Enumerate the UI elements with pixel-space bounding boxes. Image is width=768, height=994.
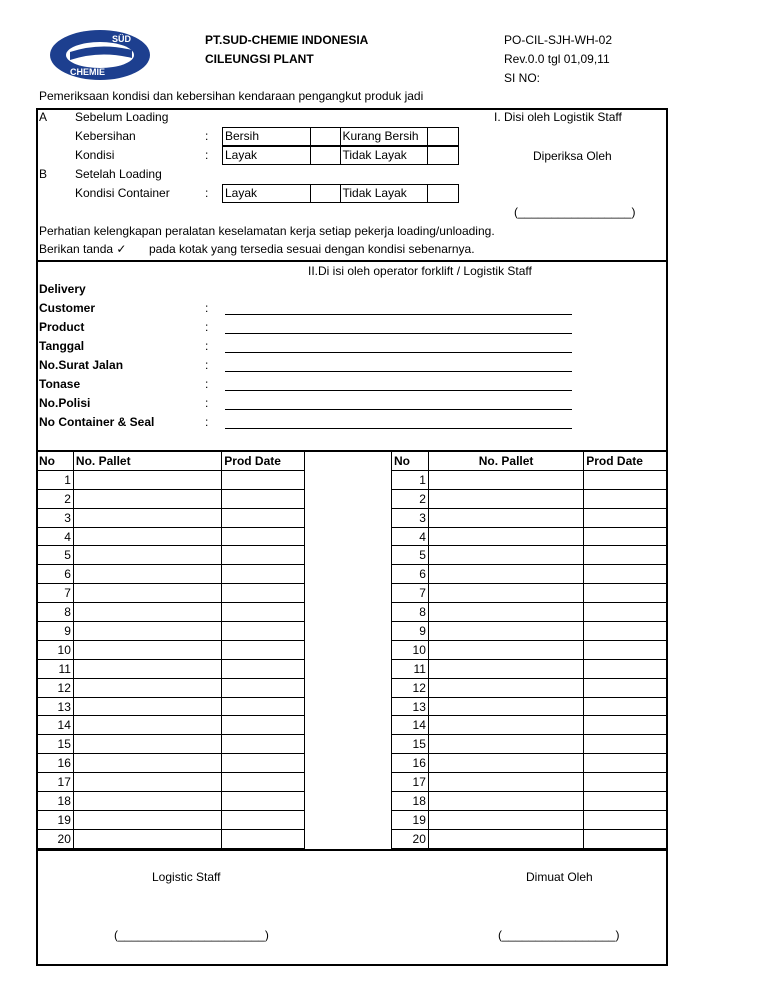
sud-chemie-logo — [48, 28, 152, 82]
row-number: 14 — [37, 716, 74, 735]
row-number: 17 — [37, 773, 74, 792]
table-row — [37, 546, 305, 565]
section1-right-title: I. Disi oleh Logistik Staff — [494, 110, 622, 124]
pallet-cell[interactable] — [428, 754, 583, 773]
row-number: 4 — [37, 527, 74, 546]
pallet-header-pallet: No. Pallet — [428, 452, 583, 471]
pallet-table-left — [36, 451, 305, 849]
prod-date-cell[interactable] — [222, 678, 305, 697]
row-number: 18 — [392, 792, 429, 811]
row-number: 9 — [392, 622, 429, 641]
table-row — [37, 754, 305, 773]
delivery-field-label: Tanggal — [39, 339, 85, 353]
colon: : — [205, 415, 209, 429]
pallet-cell[interactable] — [428, 470, 583, 489]
note-check-b: pada kotak yang tersedia sesuai dengan kondisi sebenarnya. — [149, 242, 475, 256]
row-number: 16 — [37, 754, 74, 773]
doc-code: PO-CIL-SJH-WH-02 — [504, 33, 613, 47]
pallet-cell[interactable] — [428, 678, 583, 697]
table-row — [37, 697, 305, 716]
colon: : — [205, 358, 209, 372]
pallet-cell[interactable] — [73, 829, 221, 848]
option-bersih: Bersih — [223, 128, 311, 145]
table-row — [37, 508, 305, 527]
note-check-a: Berikan tanda ✓ — [39, 242, 127, 256]
row-number: 15 — [392, 735, 429, 754]
prod-date-cell[interactable] — [584, 697, 667, 716]
table-row — [392, 678, 667, 697]
table-row — [392, 697, 667, 716]
company-name: PT.SUD-CHEMIE INDONESIA — [205, 33, 369, 47]
table-row — [37, 584, 305, 603]
row-number: 7 — [37, 584, 74, 603]
pallet-cell[interactable] — [428, 659, 583, 678]
pallet-cell[interactable] — [428, 508, 583, 527]
option-container-tidak-layak: Tidak Layak — [341, 185, 429, 202]
note-safety: Perhatian kelengkapan peralatan keselamatan kerja setiap pekerja loading/unloading. — [39, 224, 495, 238]
table-row — [37, 792, 305, 811]
diperiksa-signature[interactable]: (_________________) — [514, 205, 636, 219]
pallet-cell[interactable] — [428, 565, 583, 584]
prod-date-cell[interactable] — [222, 527, 305, 546]
prod-date-cell[interactable] — [222, 716, 305, 735]
row-number: 3 — [37, 508, 74, 527]
prod-date-cell[interactable] — [584, 754, 667, 773]
checkbox-layak[interactable] — [311, 147, 341, 164]
prod-date-cell[interactable] — [584, 489, 667, 508]
row-number: 4 — [392, 527, 429, 546]
row-number: 20 — [37, 829, 74, 848]
table-row — [37, 829, 305, 848]
delivery-field-label: No.Surat Jalan — [39, 358, 124, 372]
prod-date-cell[interactable] — [222, 829, 305, 848]
prod-date-cell[interactable] — [584, 622, 667, 641]
pallet-cell[interactable] — [73, 489, 221, 508]
pallet-cell[interactable] — [428, 735, 583, 754]
row-number: 10 — [392, 640, 429, 659]
pallet-header-no: No — [392, 452, 429, 471]
row-number: 1 — [392, 470, 429, 489]
section-b-letter: B — [39, 167, 48, 181]
pallet-cell[interactable] — [73, 773, 221, 792]
section-divider — [36, 260, 668, 262]
kondisi-options — [222, 146, 459, 165]
kebersihan-options — [222, 127, 459, 146]
prod-date-cell[interactable] — [584, 678, 667, 697]
pallet-cell[interactable] — [73, 470, 221, 489]
row-number: 5 — [392, 546, 429, 565]
row-number: 13 — [392, 697, 429, 716]
prod-date-cell[interactable] — [584, 470, 667, 489]
pallet-cell[interactable] — [73, 565, 221, 584]
checkbox-tidak-layak[interactable] — [428, 147, 458, 164]
colon: : — [205, 377, 209, 391]
pallet-cell[interactable] — [428, 829, 583, 848]
prod-date-cell[interactable] — [584, 565, 667, 584]
pallet-cell[interactable] — [73, 735, 221, 754]
delivery-heading: Delivery — [39, 282, 86, 296]
option-kurang-bersih: Kurang Bersih — [341, 128, 429, 145]
prod-date-cell[interactable] — [222, 810, 305, 829]
table-row — [392, 810, 667, 829]
table-row — [392, 622, 667, 641]
table-row — [37, 678, 305, 697]
pallet-cell[interactable] — [73, 640, 221, 659]
kondisi-container-label: Kondisi Container — [75, 186, 170, 200]
prod-date-cell[interactable] — [222, 754, 305, 773]
row-number: 11 — [392, 659, 429, 678]
prod-date-cell[interactable] — [222, 489, 305, 508]
delivery-field-label: Product — [39, 320, 85, 334]
table-row — [392, 546, 667, 565]
prod-date-cell[interactable] — [584, 735, 667, 754]
row-number: 17 — [392, 773, 429, 792]
row-number: 13 — [37, 697, 74, 716]
pallet-cell[interactable] — [428, 603, 583, 622]
colon: : — [205, 186, 209, 200]
prod-date-cell[interactable] — [584, 659, 667, 678]
checkbox-bersih[interactable] — [311, 128, 341, 145]
table-row — [392, 829, 667, 848]
row-number: 8 — [392, 603, 429, 622]
prod-date-cell[interactable] — [222, 792, 305, 811]
table-row — [37, 640, 305, 659]
row-number: 18 — [37, 792, 74, 811]
table-row — [392, 754, 667, 773]
pallet-cell[interactable] — [73, 659, 221, 678]
table-row — [37, 489, 305, 508]
table-row — [37, 810, 305, 829]
dimuat-oleh-label: Dimuat Oleh — [526, 870, 593, 884]
row-number: 5 — [37, 546, 74, 565]
prod-date-cell[interactable] — [222, 565, 305, 584]
row-number: 15 — [37, 735, 74, 754]
pallet-cell[interactable] — [73, 754, 221, 773]
pallet-cell[interactable] — [73, 508, 221, 527]
prod-date-cell[interactable] — [222, 659, 305, 678]
pallet-header-no: No — [37, 452, 74, 471]
delivery-field-input[interactable] — [225, 352, 572, 353]
colon: : — [205, 301, 209, 315]
row-number: 14 — [392, 716, 429, 735]
table-row — [392, 792, 667, 811]
table-row — [392, 470, 667, 489]
table-row — [392, 527, 667, 546]
pallet-cell[interactable] — [73, 622, 221, 641]
pallet-cell[interactable] — [428, 810, 583, 829]
prod-date-cell[interactable] — [222, 470, 305, 489]
row-number: 10 — [37, 640, 74, 659]
option-container-layak: Layak — [223, 185, 311, 202]
row-number: 2 — [37, 489, 74, 508]
pallet-cell[interactable] — [73, 546, 221, 565]
checkbox-kurang-bersih[interactable] — [428, 128, 458, 145]
row-number: 19 — [37, 810, 74, 829]
pallet-cell[interactable] — [428, 584, 583, 603]
row-number: 9 — [37, 622, 74, 641]
pallet-cell[interactable] — [73, 603, 221, 622]
table-row — [37, 659, 305, 678]
prod-date-cell[interactable] — [222, 508, 305, 527]
prod-date-cell[interactable] — [222, 773, 305, 792]
table-row — [392, 735, 667, 754]
delivery-field-label: Customer — [39, 301, 96, 315]
prod-date-cell[interactable] — [584, 603, 667, 622]
colon: : — [205, 129, 209, 143]
table-row — [392, 584, 667, 603]
row-number: 3 — [392, 508, 429, 527]
table-row — [392, 508, 667, 527]
logistic-staff-label: Logistic Staff — [152, 870, 221, 884]
row-number: 20 — [392, 829, 429, 848]
row-number: 8 — [37, 603, 74, 622]
table-row — [37, 716, 305, 735]
delivery-field-label: No Container & Seal — [39, 415, 155, 429]
pallet-cell[interactable] — [73, 792, 221, 811]
prod-date-cell[interactable] — [222, 622, 305, 641]
pallet-cell[interactable] — [73, 697, 221, 716]
prod-date-cell[interactable] — [222, 640, 305, 659]
section-b-title: Setelah Loading — [75, 167, 162, 181]
colon: : — [205, 320, 209, 334]
diperiksa-label: Diperiksa Oleh — [533, 149, 612, 163]
prod-date-cell[interactable] — [584, 508, 667, 527]
delivery-field-input[interactable] — [225, 314, 572, 315]
delivery-field-label: No.Polisi — [39, 396, 91, 410]
row-number: 11 — [37, 659, 74, 678]
prod-date-cell[interactable] — [222, 546, 305, 565]
row-number: 7 — [392, 584, 429, 603]
pallet-cell[interactable] — [428, 697, 583, 716]
row-number: 1 — [37, 470, 74, 489]
pallet-cell[interactable] — [428, 716, 583, 735]
pallet-header-prod-date: Prod Date — [222, 452, 305, 471]
pallet-cell[interactable] — [428, 527, 583, 546]
prod-date-cell[interactable] — [584, 527, 667, 546]
prod-date-cell[interactable] — [584, 792, 667, 811]
row-number: 6 — [392, 565, 429, 584]
table-row — [37, 735, 305, 754]
prod-date-cell[interactable] — [584, 716, 667, 735]
kondisi-label: Kondisi — [75, 148, 115, 162]
table-row — [37, 565, 305, 584]
table-row — [392, 489, 667, 508]
pallet-cell[interactable] — [428, 489, 583, 508]
si-no: SI NO: — [504, 71, 541, 85]
pallet-cell[interactable] — [73, 678, 221, 697]
logistic-staff-signature[interactable]: (______________________) — [114, 928, 269, 942]
delivery-field-input[interactable] — [225, 333, 572, 334]
table-row — [392, 603, 667, 622]
table-row — [392, 565, 667, 584]
row-number: 12 — [392, 678, 429, 697]
pallet-cell[interactable] — [73, 527, 221, 546]
prod-date-cell[interactable] — [222, 603, 305, 622]
delivery-field-input[interactable] — [225, 428, 572, 429]
option-tidak-layak: Tidak Layak — [341, 147, 429, 164]
section-a-letter: A — [39, 110, 48, 124]
table-row — [37, 527, 305, 546]
pallet-cell[interactable] — [73, 810, 221, 829]
checkbox-container-tidak-layak[interactable] — [428, 185, 458, 202]
delivery-field-input[interactable] — [225, 371, 572, 372]
pallet-header-prod-date: Prod Date — [584, 452, 667, 471]
logo-text-bottom: CHEMIE — [70, 67, 106, 77]
row-number: 6 — [37, 565, 74, 584]
row-number: 2 — [392, 489, 429, 508]
prod-date-cell[interactable] — [222, 697, 305, 716]
pallet-cell[interactable] — [73, 584, 221, 603]
checkbox-container-layak[interactable] — [311, 185, 341, 202]
plant-name: CILEUNGSI PLANT — [205, 52, 314, 66]
row-number: 19 — [392, 810, 429, 829]
prod-date-cell[interactable] — [584, 810, 667, 829]
section2-title: II.Di isi oleh operator forklift / Logistik Staff — [308, 264, 532, 278]
logo-text-top: SÜD — [112, 34, 132, 44]
colon: : — [205, 339, 209, 353]
colon: : — [205, 396, 209, 410]
table-row — [37, 470, 305, 489]
prod-date-cell[interactable] — [584, 829, 667, 848]
pallet-cell[interactable] — [428, 792, 583, 811]
table-row — [37, 622, 305, 641]
dimuat-oleh-signature[interactable]: (_________________) — [498, 928, 620, 942]
table-row — [392, 773, 667, 792]
prod-date-cell[interactable] — [584, 546, 667, 565]
table-row — [37, 603, 305, 622]
pallet-table-right — [391, 451, 667, 849]
form-title: Pemeriksaan kondisi dan kebersihan kendaraan pengangkut produk jadi — [39, 89, 424, 103]
option-layak: Layak — [223, 147, 311, 164]
pallet-cell[interactable] — [428, 622, 583, 641]
table-row — [392, 659, 667, 678]
pallet-cell[interactable] — [73, 716, 221, 735]
prod-date-cell[interactable] — [584, 640, 667, 659]
pallet-cell[interactable] — [428, 546, 583, 565]
section-a-title: Sebelum Loading — [75, 110, 169, 124]
pallet-cell[interactable] — [428, 640, 583, 659]
row-number: 16 — [392, 754, 429, 773]
prod-date-cell[interactable] — [584, 584, 667, 603]
colon: : — [205, 148, 209, 162]
prod-date-cell[interactable] — [222, 584, 305, 603]
table-row — [392, 716, 667, 735]
delivery-field-input[interactable] — [225, 390, 572, 391]
delivery-field-label: Tonase — [39, 377, 81, 391]
pallet-cell[interactable] — [428, 773, 583, 792]
revision: Rev.0.0 tgl 01,09,11 — [504, 52, 610, 66]
kebersihan-label: Kebersihan — [75, 129, 136, 143]
table-bottom-divider — [36, 849, 668, 851]
row-number: 12 — [37, 678, 74, 697]
kondisi-container-options — [222, 184, 459, 203]
prod-date-cell[interactable] — [584, 773, 667, 792]
pallet-header-pallet: No. Pallet — [73, 452, 221, 471]
table-row — [37, 773, 305, 792]
table-row — [392, 640, 667, 659]
prod-date-cell[interactable] — [222, 735, 305, 754]
delivery-field-input[interactable] — [225, 409, 572, 410]
